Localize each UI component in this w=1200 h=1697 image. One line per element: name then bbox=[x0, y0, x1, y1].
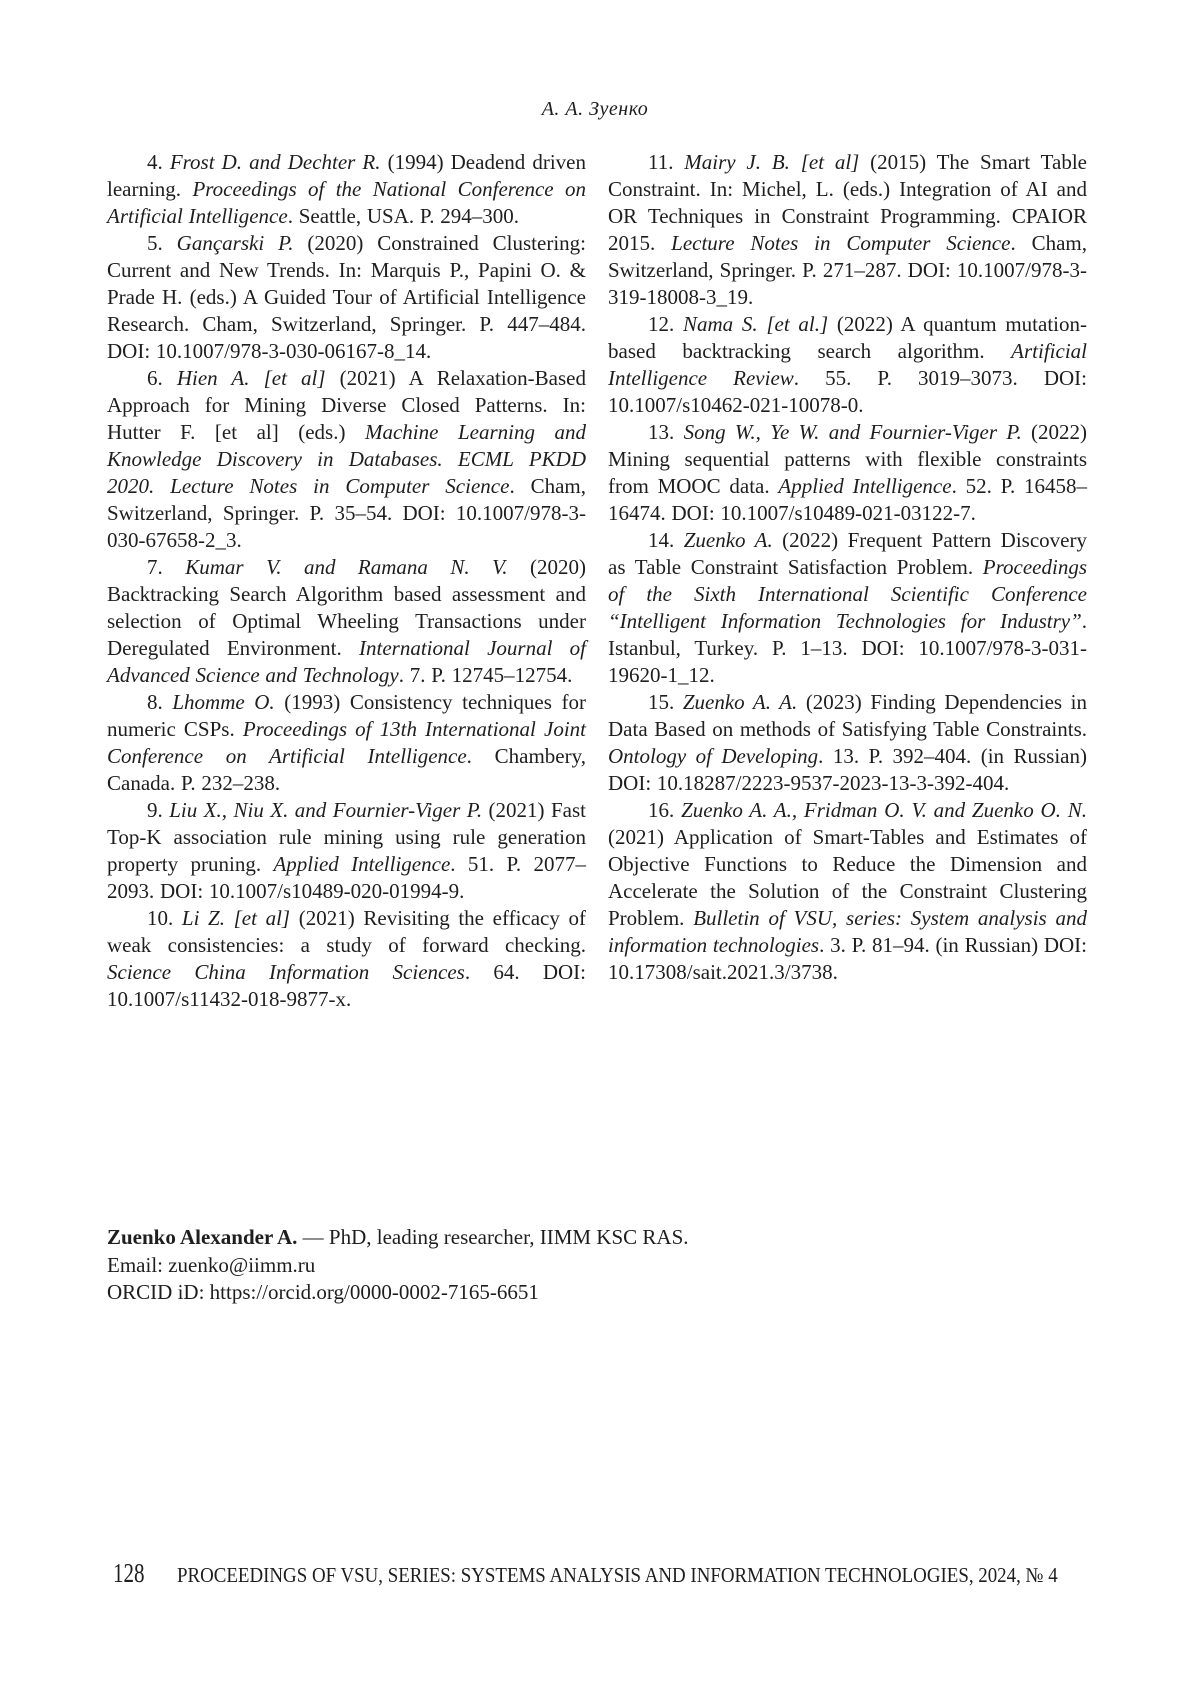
running-head: А. А. Зуенко bbox=[541, 98, 649, 120]
author-title: — PhD, leading researcher, IIMM KSC RAS. bbox=[297, 1225, 689, 1249]
reference-text-segment: (2021) Fast Top-K association rule mining using rule generation property pruning. bbox=[107, 798, 587, 876]
reference-text-segment: . 13. P. 392–404. (in Russian) DOI: 10.18287/2223-9537-2023-13-3-392-404. bbox=[608, 744, 1087, 795]
reference-item bbox=[107, 230, 586, 365]
reference-text-segment: (2020) Constrained Clustering: Current and New Trends. In: Marquis P., Papini O. & Prade H. (eds.) A Guided Tour of Artificial Intelligence Research. Cham, Switzerland, Springer. P. 447–484. DOI: 10.1007/978-3-030-06167-8_14. bbox=[107, 231, 587, 363]
reference-text-segment: . Seattle, USA. P. 294–300. bbox=[287, 204, 519, 228]
reference-item bbox=[608, 797, 1087, 986]
references-column-left bbox=[107, 149, 586, 1013]
reference-italic-segment: Zuenko A. bbox=[683, 528, 773, 552]
reference-text-segment: (2021) Revisiting the efficacy of weak consistencies: a study of forward checking. bbox=[107, 906, 586, 957]
reference-italic-segment: Artificial Intelligence Review bbox=[608, 339, 1087, 390]
reference-text-segment: 10. bbox=[147, 906, 182, 930]
reference-italic-segment: Ontology of Developing bbox=[608, 744, 819, 768]
reference-text-segment: . 51. P. 2077–2093. DOI: 10.1007/s10489-020-01994-9. bbox=[107, 852, 586, 903]
reference-italic-segment: Zuenko A. A., Fridman O. V. and Zuenko O. N. bbox=[681, 798, 1088, 822]
reference-text-segment: (2020) Backtracking Search Algorithm based assessment and selection of Optimal Wheeling Transactions under Deregulated Environment. bbox=[107, 555, 587, 660]
journal-title: PROCEEDINGS OF VSU, SERIES: SYSTEMS ANALYSIS AND INFORMATION TECHNOLOGIES, 2024, № 4 bbox=[177, 1563, 1058, 1587]
reference-text-segment: 16. bbox=[648, 798, 682, 822]
reference-text-segment: . 3. P. 81–94. (in Russian) DOI: 10.17308/sait.2021.3/3738. bbox=[608, 933, 1087, 984]
reference-text-segment: . 55. P. 3019–3073. DOI: 10.1007/s10462-021-10078-0. bbox=[608, 366, 1087, 417]
reference-text-segment: 4. bbox=[147, 150, 170, 174]
reference-text-segment: . Cham, Switzerland, Springer. P. 271–287. DOI: 10.1007/978-3-319-18008-3_19. bbox=[608, 231, 1088, 309]
reference-italic-segment: Li Z. [et al] bbox=[181, 906, 291, 930]
reference-italic-segment: Lhomme O. bbox=[172, 690, 275, 714]
reference-text-segment: . Chambery, Canada. P. 232–238. bbox=[107, 744, 586, 795]
author-line bbox=[107, 1224, 689, 1252]
reference-italic-segment: Proceedings of 13th International Joint Conference on Artificial Intelligence bbox=[107, 717, 586, 768]
reference-italic-segment: Frost D. and Dechter R. bbox=[169, 150, 381, 174]
reference-text-segment: 9. bbox=[147, 798, 170, 822]
reference-text-segment: (2023) Finding Dependencies in Data Based on methods of Satisfying Table Constraints. bbox=[608, 690, 1088, 741]
reference-text-segment: 15. bbox=[648, 690, 683, 714]
reference-text-segment: 6. bbox=[147, 366, 177, 390]
reference-text-segment: (1993) Consistency techniques for numeric CSPs. bbox=[107, 690, 586, 741]
reference-item bbox=[107, 149, 586, 230]
reference-item bbox=[608, 149, 1087, 311]
reference-text-segment: (2021) A Relaxation-Based Approach for Mining Diverse Closed Patterns. In: Hutter F. [et al] (eds.) bbox=[107, 366, 586, 444]
reference-text-segment: (1994) Deadend driven learning. bbox=[107, 150, 586, 201]
references-column-right bbox=[608, 149, 1087, 1013]
reference-item bbox=[107, 365, 586, 554]
reference-italic-segment: Proceedings of the Sixth International Scientific Conference “Intelligent Information Technologies for Industry” bbox=[608, 555, 1087, 633]
reference-text-segment: . 52. P. 16458–16474. DOI: 10.1007/s10489-021-03122-7. bbox=[608, 474, 1087, 525]
reference-text-segment: 12. bbox=[648, 312, 683, 336]
reference-italic-segment: Kumar V. and Ramana N. V. bbox=[185, 555, 508, 579]
reference-item bbox=[107, 797, 586, 905]
reference-text-segment: 13. bbox=[648, 420, 684, 444]
reference-italic-segment: Gançarski P. bbox=[176, 231, 294, 255]
reference-text-segment: (2015) The Smart Table Constraint. In: Michel, L. (eds.) Integration of AI and OR Techniques in Constraint Programming. CPAIOR 2015. bbox=[608, 150, 1087, 255]
author-email-line: Email: zuenko@iimm.ru bbox=[107, 1252, 316, 1277]
reference-italic-segment: Liu X., Niu X. and Fournier-Viger P. bbox=[169, 798, 483, 822]
author-info bbox=[107, 1224, 689, 1307]
reference-text-segment: (2022) Mining sequential patterns with flexible constraints from MOOC data. bbox=[608, 420, 1087, 498]
reference-item bbox=[107, 905, 586, 1013]
references-columns bbox=[107, 149, 1087, 1013]
reference-italic-segment: Song W., Ye W. and Fournier-Viger P. bbox=[683, 420, 1022, 444]
reference-text-segment: . 7. P. 12745–12754. bbox=[398, 663, 573, 687]
reference-italic-segment: Zuenko A. A. bbox=[682, 690, 798, 714]
reference-italic-segment: Applied Intelligence bbox=[778, 474, 952, 498]
author-orcid-line: ORCID iD: https://orcid.org/0000-0002-7165-6651 bbox=[107, 1280, 539, 1304]
reference-item bbox=[608, 311, 1087, 419]
reference-italic-segment: Bulletin of VSU, series: System analysis and information technologies bbox=[608, 906, 1087, 957]
reference-text-segment: (2022) Frequent Pattern Discovery as Table Constraint Satisfaction Problem. bbox=[608, 528, 1087, 579]
reference-italic-segment: Applied Intelligence bbox=[273, 852, 451, 876]
reference-text-segment: 7. bbox=[147, 555, 186, 579]
reference-italic-segment: International Journal of Advanced Science and Technology bbox=[107, 636, 586, 687]
reference-italic-segment: Mairy J. B. [et al] bbox=[684, 150, 860, 174]
reference-text-segment: 8. bbox=[147, 690, 173, 714]
reference-text-segment: . Cham, Switzerland, Springer. P. 35–54. DOI: 10.1007/978-3-030-67658-2_3. bbox=[107, 474, 587, 552]
reference-text-segment: 14. bbox=[648, 528, 684, 552]
page-number: 128 bbox=[113, 1558, 145, 1588]
reference-text-segment: . 64. DOI: 10.1007/s11432-018-9877-x. bbox=[107, 960, 586, 1011]
reference-italic-segment: Machine Learning and Knowledge Discovery in Databases. ECML PKDD 2020. Lecture Notes in Computer Science bbox=[107, 420, 586, 498]
reference-item bbox=[107, 554, 586, 689]
reference-italic-segment: Proceedings of the National Conference on Artificial Intelligence bbox=[107, 177, 586, 228]
reference-text-segment: 11. bbox=[648, 150, 685, 174]
reference-italic-segment: Lecture Notes in Computer Science bbox=[671, 231, 1011, 255]
reference-item bbox=[608, 527, 1087, 689]
reference-italic-segment: Hien A. [et al] bbox=[176, 366, 326, 390]
reference-item bbox=[107, 689, 586, 797]
reference-italic-segment: Nama S. [et al.] bbox=[682, 312, 829, 336]
author-name: Zuenko Alexander A. bbox=[107, 1225, 298, 1249]
reference-italic-segment: Science China Information Sciences bbox=[107, 960, 465, 984]
reference-item bbox=[608, 419, 1087, 527]
reference-text-segment: (2021) Application of Smart-Tables and Estimates of Objective Functions to Reduce the Dimension and Accelerate the Solution of the Constraint Clustering Problem. bbox=[608, 825, 1087, 930]
page-footer bbox=[107, 1558, 1087, 1598]
reference-text-segment: 5. bbox=[147, 231, 177, 255]
reference-text-segment: . Istanbul, Turkey. P. 1–13. DOI: 10.1007/978-3-031-19620-1_12. bbox=[608, 609, 1087, 687]
reference-text-segment: (2022) A quantum mutation-based backtracking search algorithm. bbox=[608, 312, 1087, 363]
reference-item bbox=[608, 689, 1087, 797]
